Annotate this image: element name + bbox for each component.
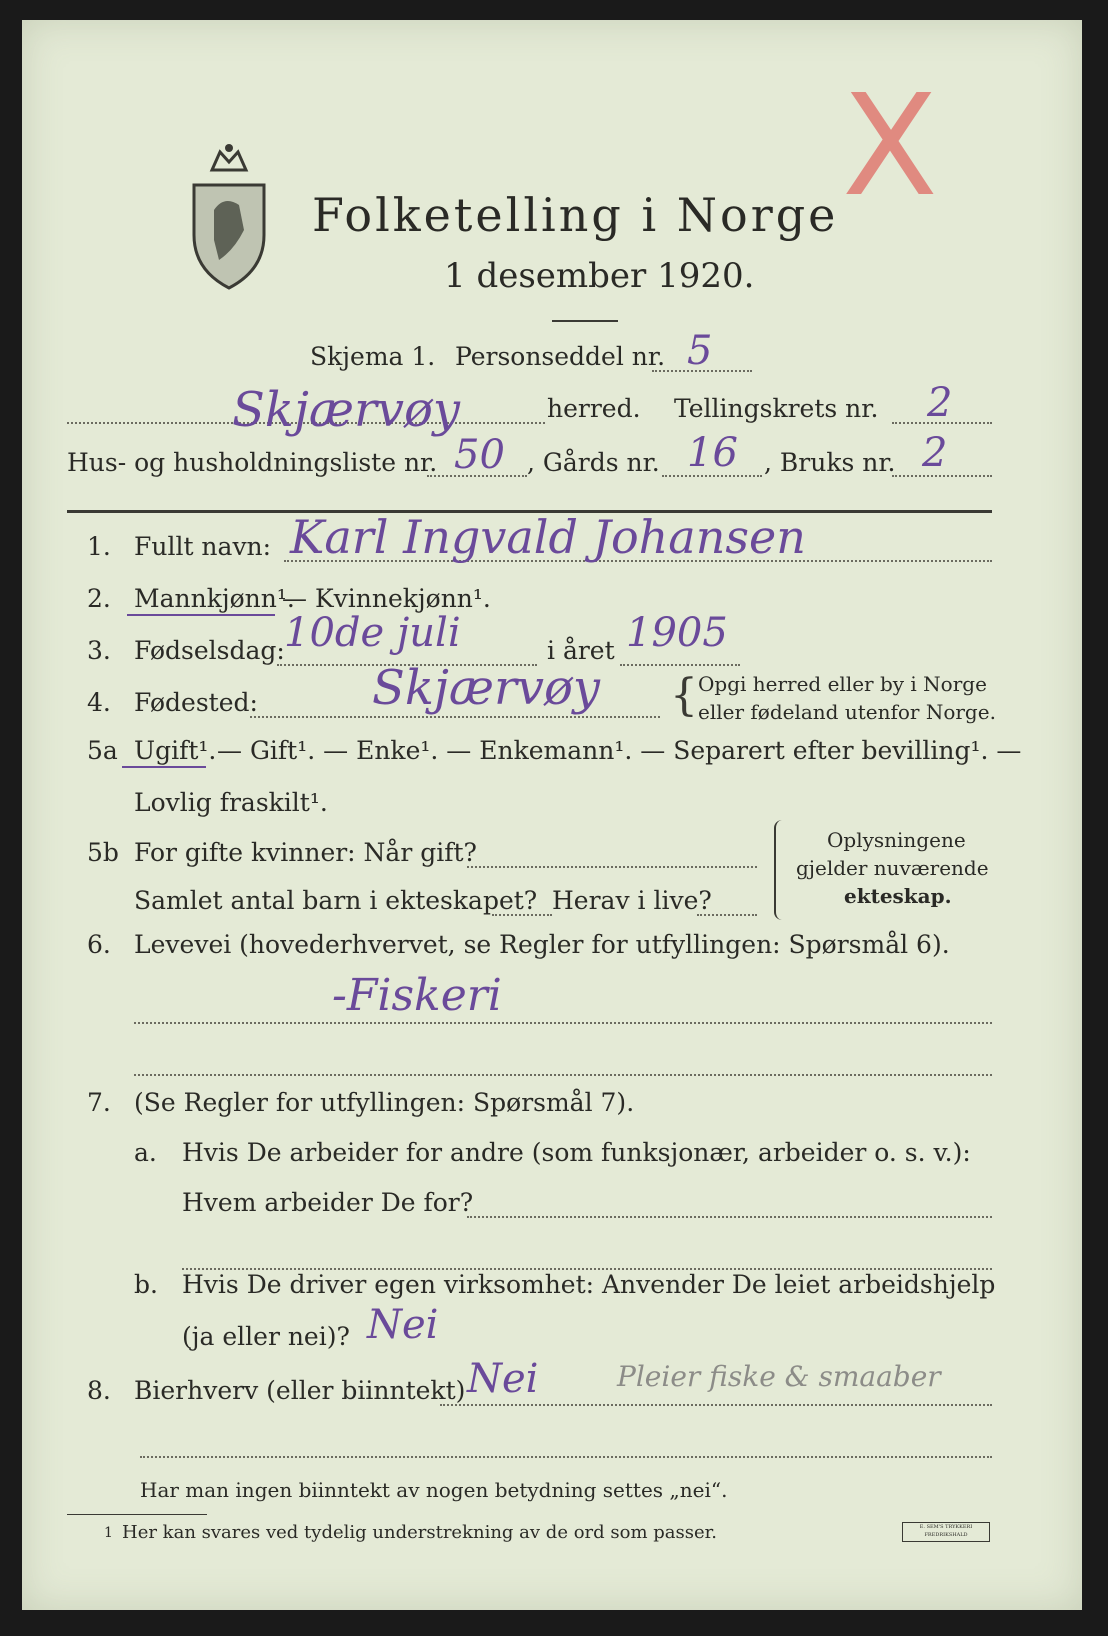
bruks-label: , Bruks nr. — [764, 448, 896, 477]
coat-of-arms-icon — [184, 140, 274, 290]
census-date: 1 desember 1920. — [444, 256, 755, 296]
personseddel-value: 5 — [687, 328, 713, 374]
herred-value: Skjærvøy — [232, 382, 461, 438]
q4-birthplace: Skjærvøy — [372, 660, 601, 716]
q7b-number: b. — [134, 1270, 158, 1299]
q4-note-line1: Opgi herred eller by i Norge — [698, 672, 987, 696]
q7b-label: Hvis De driver egen virksomhet: Anvender De leiet arbeidshjelp — [182, 1270, 996, 1299]
tellingskrets-label: Tellingskrets nr. — [674, 394, 879, 423]
form-title: Folketelling i Norge — [312, 188, 839, 242]
q8-answer: Nei — [467, 1356, 539, 1402]
q1-full-name: Karl Ingvald Johansen — [290, 510, 806, 564]
q8-label: Bierhverv (eller biinntekt) — [134, 1376, 466, 1405]
personseddel-label: Personseddel nr. — [455, 342, 666, 371]
q7b-yesno-label: (ja eller nei)? — [182, 1322, 350, 1351]
q3-year-label: i året — [547, 636, 615, 665]
q2-female-option: — Kvinnekjønn¹. — [282, 584, 491, 613]
gards-value: 16 — [687, 430, 738, 476]
q3-birthday: 10de juli — [284, 610, 461, 656]
husliste-label: Hus- og husholdningsliste nr. — [67, 448, 438, 477]
q5a-other-options: — Gift¹. — Enke¹. — Enkemann¹. — Separert efter bevilling¹. — — [217, 736, 1022, 765]
footnote-text: Her kan svares ved tydelig understrekning av de ord som passer. — [122, 1522, 717, 1543]
q4-brace: { — [670, 670, 698, 721]
census-form — [22, 20, 1082, 1610]
schema-label: Skjema 1. — [310, 342, 436, 371]
gards-label: , Gårds nr. — [527, 448, 660, 477]
q8-number: 8. — [87, 1376, 111, 1405]
q3-birth-year: 1905 — [626, 610, 728, 656]
q4-label: Fødested: — [134, 688, 258, 717]
herred-label: herred. — [547, 394, 641, 423]
q5b-bracket — [774, 820, 782, 920]
q6-label: Levevei (hovederhvervet, se Regler for utfyllingen: Spørsmål 6). — [134, 930, 950, 959]
footnote-number: 1 — [104, 1525, 113, 1541]
q7a-number: a. — [134, 1138, 157, 1167]
q5b-note-line3: ekteskap. — [844, 884, 952, 908]
footnote-divider — [67, 1514, 207, 1515]
red-x-mark: X — [842, 65, 938, 228]
q4-note-line2: eller fødeland utenfor Norge. — [698, 700, 996, 724]
q1-label: Fullt navn: — [134, 532, 272, 561]
q4-number: 4. — [87, 688, 111, 717]
q5a-divorced-option: Lovlig fraskilt¹. — [134, 788, 328, 817]
q7-label: (Se Regler for utfyllingen: Spørsmål 7). — [134, 1088, 635, 1117]
husliste-value: 50 — [454, 432, 505, 478]
q5b-label: For gifte kvinner: Når gift? — [134, 838, 477, 867]
q8-pencil-note: Pleier fiske & smaaber — [617, 1360, 941, 1393]
q5b-number: 5b — [87, 838, 119, 867]
unmarried-underline — [122, 766, 206, 768]
printer-stamp: E. SEM'S TRYKKERI FREDRIKSHALD — [902, 1522, 990, 1542]
male-underline — [127, 614, 275, 616]
title-divider — [552, 320, 618, 322]
q6-number: 6. — [87, 930, 111, 959]
q1-number: 1. — [87, 532, 111, 561]
q7a-employer-label: Hvem arbeider De for? — [182, 1188, 474, 1217]
biinntekt-note: Har man ingen biinntekt av nogen betydning settes „nei“. — [140, 1478, 728, 1502]
q5a-unmarried-option: Ugift¹. — [134, 736, 217, 765]
tellingskrets-value: 2 — [927, 380, 953, 426]
q3-number: 3. — [87, 636, 111, 665]
q2-male-option: Mannkjønn¹. — [134, 584, 295, 613]
q5b-note-line2: gjelder nuværende — [796, 856, 989, 880]
q7-number: 7. — [87, 1088, 111, 1117]
q5b-alive-label: Herav i live? — [552, 886, 712, 915]
q5a-number: 5a — [87, 736, 118, 765]
q5b-children-label: Samlet antal barn i ekteskapet? — [134, 886, 538, 915]
q7a-label: Hvis De arbeider for andre (som funksjonær, arbeider o. s. v.): — [182, 1138, 971, 1167]
q2-number: 2. — [87, 584, 111, 613]
q3-label: Fødselsdag: — [134, 636, 285, 665]
q5b-note-line1: Oplysningene — [827, 828, 966, 852]
bruks-value: 2 — [922, 430, 948, 476]
q7b-answer: Nei — [367, 1302, 439, 1348]
q6-occupation: -Fiskeri — [332, 970, 502, 1021]
